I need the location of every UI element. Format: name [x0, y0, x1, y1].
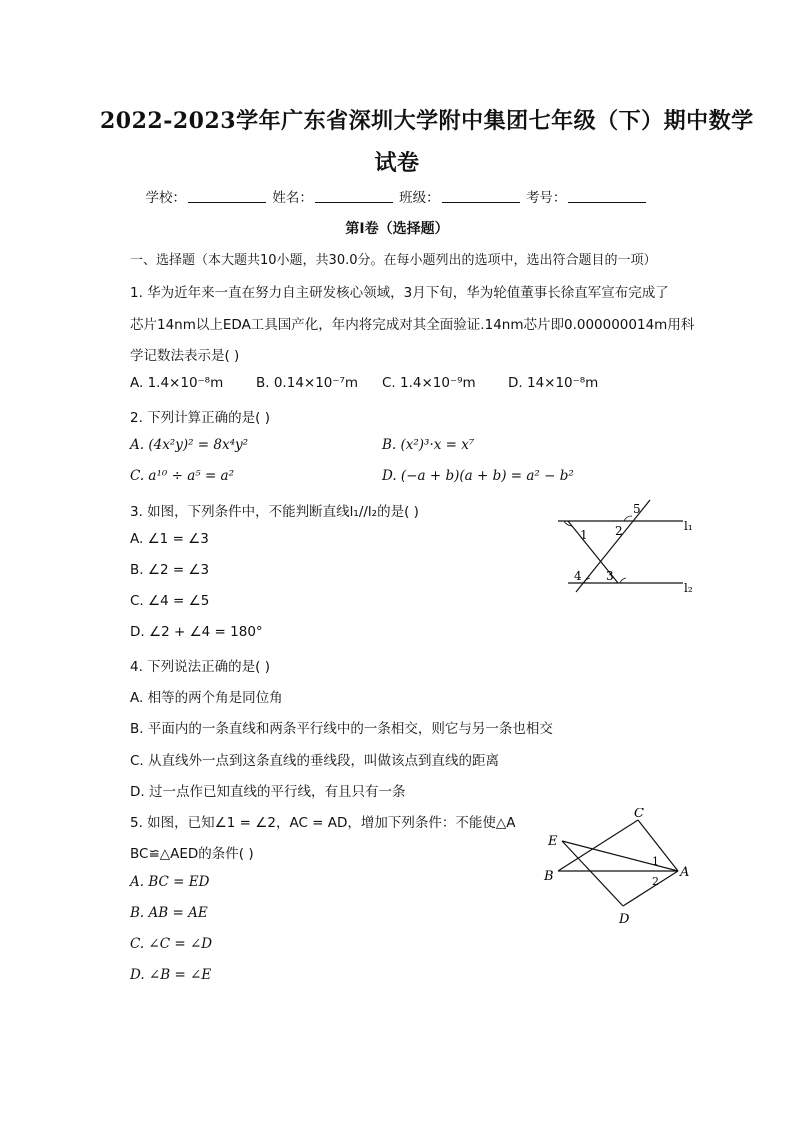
q2-stem: 2. 下列计算正确的是( )	[130, 410, 270, 426]
part-header: 一、选择题（本大题共10小题，共30.0分。在每小题列出的选项中，选出符合题目的一项）	[130, 253, 657, 268]
q5-option-d[interactable]: D. ∠B = ∠E	[130, 967, 212, 983]
q3-figure	[548, 496, 708, 600]
point-label-C: C	[634, 808, 644, 821]
angle-label-3: 3	[606, 569, 614, 583]
angle-label-1: 1	[652, 855, 659, 868]
q5-line2: BC≌△AED的条件( )	[130, 846, 254, 862]
line-label-l2: l₂	[684, 581, 693, 595]
q5-option-a[interactable]: A. BC = ED	[130, 874, 210, 890]
line-label-l1: l₁	[684, 519, 693, 533]
segment-BC	[558, 820, 638, 871]
name-blank[interactable]	[315, 190, 393, 203]
q4-option-a[interactable]: A. 相等的两个角是同位角	[130, 690, 283, 706]
angle-label-1: 1	[580, 528, 588, 542]
q4-stem: 4. 下列说法正确的是( )	[130, 659, 270, 675]
segment-DA	[623, 871, 678, 906]
q5-option-b[interactable]: B. AB = AE	[130, 905, 208, 921]
class-blank[interactable]	[442, 190, 520, 203]
angle-label-2: 2	[615, 524, 623, 538]
name-label: 姓名：	[272, 190, 313, 206]
point-label-D: D	[619, 912, 630, 927]
q1-option-a[interactable]: A. 1.4×10⁻⁸m	[130, 375, 224, 391]
angle-label-4: 4	[574, 569, 582, 583]
exam-no-label: 考号：	[525, 190, 567, 206]
class-label: 班级：	[399, 190, 440, 206]
q1-line3: 学记数法表示是( )	[130, 348, 240, 364]
school-label: 学校：	[145, 190, 187, 206]
q4-option-b[interactable]: B. 平面内的一条直线和两条平行线中的一条相交，则它与另一条也相交	[130, 721, 553, 737]
q3-option-d[interactable]: D. ∠2 + ∠4 = 180°	[130, 624, 263, 640]
q1-option-c[interactable]: C. 1.4×10⁻⁹m	[382, 375, 476, 391]
q2-option-c[interactable]: C. a¹⁰ ÷ a⁵ = a²	[130, 468, 235, 484]
q1-option-d[interactable]: D. 14×10⁻⁸m	[508, 375, 599, 391]
q3-option-c[interactable]: C. ∠4 = ∠5	[130, 593, 210, 609]
q1-line2: 芯片14nm以上EDA工具国产化，年内将完成对其全面验证.14nm芯片即0.000000014m用科	[130, 317, 695, 333]
q3-option-a[interactable]: A. ∠1 = ∠3	[130, 531, 209, 547]
segment-EA	[562, 841, 678, 871]
q4-option-c[interactable]: C. 从直线外一点到这条直线的垂线段，叫做该点到直线的距离	[130, 753, 500, 769]
q2-option-a[interactable]: A. (4x²y)² = 8x⁴y²	[130, 437, 249, 453]
section-title: 第Ⅰ卷（选择题）	[345, 221, 449, 237]
q1-option-b[interactable]: B. 0.14×10⁻⁷m	[256, 375, 359, 391]
q5-line1: 5. 如图，已知∠1 = ∠2，AC = AD，增加下列条件：不能使△A	[130, 815, 516, 831]
page-title-line2: 试卷	[374, 150, 420, 176]
point-label-E: E	[548, 834, 558, 849]
page-title-line1: 2022-2023学年广东省深圳大学附中集团七年级（下）期中数学	[100, 108, 754, 134]
point-label-A: A	[680, 865, 690, 880]
angle-label-5: 5	[633, 502, 641, 516]
q3-option-b[interactable]: B. ∠2 = ∠3	[130, 562, 210, 578]
q5-figure	[538, 808, 698, 930]
exam-no-blank[interactable]	[568, 190, 646, 203]
student-info-row	[0, 186, 794, 206]
point-label-B: B	[544, 869, 554, 884]
q3-stem: 3. 如图，下列条件中，不能判断直线l₁//l₂的是( )	[130, 504, 419, 520]
segment-ED	[562, 841, 623, 906]
school-blank[interactable]	[188, 190, 266, 203]
q5-option-c[interactable]: C. ∠C = ∠D	[130, 936, 213, 952]
q2-option-d[interactable]: D. (−a + b)(a + b) = a² − b²	[382, 468, 574, 484]
q4-option-d[interactable]: D. 过一点作已知直线的平行线，有且只有一条	[130, 784, 406, 800]
q1-line1: 1. 华为近年来一直在努力自主研发核心领域，3月下旬，华为轮值董事长徐直军宣布完成了	[130, 285, 669, 301]
q2-option-b[interactable]: B. (x²)³·x = x⁷	[382, 437, 475, 453]
angle-label-2: 2	[652, 875, 659, 888]
